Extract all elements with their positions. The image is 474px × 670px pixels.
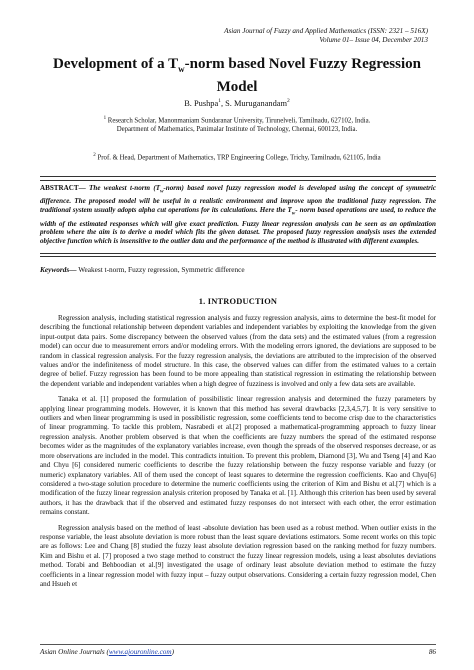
affiliation-1 — [60, 114, 414, 134]
author-list — [40, 98, 434, 108]
keywords — [40, 265, 436, 274]
title-subscript: w — [178, 64, 185, 74]
paper-title — [40, 55, 434, 96]
abstract-sub-1: w — [160, 189, 164, 195]
affiliation-1-line2: Department of Mathematics, Panimalar Institute of Technology, Chennai, 600123, India. — [116, 126, 358, 134]
keywords-text: Weakest t-norm, Fuzzy regression, Symmetric difference — [76, 265, 245, 274]
abstract-rule-top-1 — [40, 176, 436, 177]
paragraph-1: Regression analysis, including statistical regression analysis and fuzzy regression analysis, aims to determine the best-fit model for describing the functional relationship between dependent variables and independent variables by exploiting the knowledge from the given input-output data pairs. Some discrepancy between the observed values (from the data sets) and the estimated values (from a regression model) can occur due to measurement errors and/or modeling errors. With the modeling errors ignored, the deviations are supposed to be random in classical regression analysis. For the fuzzy regression analysis, the deviations are attributed to the imprecision of the observed values and/or the indefiniteness of model structure. In this case, the observed values can differ from the estimated values to a certain degree of belief. Fuzzy regression has been found to be more appealing than statistical regression in estimating the relationship between the dependent variable and independent variables when a high degree of fuzziness is involved and only a few data sets are available. — [40, 314, 436, 388]
journal-name: Asian Journal of Fuzzy and Applied Mathematics (ISSN: 2321 – 516X) — [224, 27, 428, 35]
author-1-sup: 1 — [218, 98, 221, 104]
affiliation-1-sup: 1 — [103, 116, 107, 121]
paragraph-3: Regression analysis based on the method of least -absolute deviation has been used as a robust method. When outlier exists in the response variable, the least absolute deviation is more robust than the least square deviations estimators. Some recent works on this topic are as follows: Lee and Chang [8] studied the fuzzy least absolute deviation regression based on the ranking method for fuzzy numbers. Kim and Bishu et al. [7] proposed a two stage method to construct the fuzzy linear regression models, using a least absolutes deviations method. Torabi and Behboodian et al.[9] investigated the usage of ordinary least absolute deviation method to estimate the fuzzy coefficients in a linear regression model with fuzzy input – fuzzy output observations. Considering a certain fuzzy regression model, Chen and Hsueh et — [40, 523, 436, 588]
affiliation-2 — [60, 151, 414, 162]
journal-volume: Volume 01– Issue 04, December 2013 — [319, 36, 428, 44]
abstract-text-1: The weakest t-norm (T — [85, 184, 161, 192]
title-part2: -norm based Novel Fuzzy Regression — [184, 56, 421, 72]
body-text — [40, 314, 436, 595]
journal-header — [224, 27, 428, 45]
author-1: B. Pushpa — [184, 98, 219, 108]
abstract-rule-bottom-2 — [40, 256, 436, 257]
section-heading: 1. INTRODUCTION — [198, 297, 278, 306]
title-line2: Model — [216, 79, 258, 95]
author-2: , S. Muruganandam — [220, 98, 288, 108]
abstract-lead: ABSTRACT— — [40, 184, 86, 192]
abstract-sub-2: w — [291, 211, 296, 217]
affiliation-2-sup: 2 — [93, 153, 96, 158]
footer-suffix: ) — [171, 648, 174, 656]
affiliation-1-line1: Research Scholar, Manonmaniam Sundaranar University, Tirunelveli, Tamilnadu, 627102, India. — [106, 117, 371, 125]
keywords-label: Keywords— — [40, 265, 77, 274]
page-footer — [40, 648, 436, 656]
abstract-text-3: - norm based operations are used, to reduce the width of the estimated responses which will give exact prediction. Fuzzy linear regression analysis can be seen as an optimization problem where the aim is to derive a model which fits the given dataset. The proposed fuzzy regression analysis uses the extended objective function which is insensitive to the outlier data and the performance of the method is illustrated with different examples. — [40, 206, 436, 246]
footer-rule — [40, 644, 436, 645]
paragraph-2: Tanaka et al. [1] proposed the formulation of possibilistic linear regression analysis and determined the fuzzy parameters by applying linear programming models. However, it is known that this method has several drawbacks [2,3,4,5,7]. It is very sensitive to outliers and when linear programming is used in possibilistic regression, some coefficients tend to become crisp due to the characteristics of linear programming. To tackle this problem, Nasrabedi et al.[2] proposed a mathematical-programming approach to fuzzy linear regression analysis. Another problem observed is that when the coefficients are fuzzy numbers the spread of the estimated response becomes wider as the magnitudes of the explanatory variables increase, even though the spreads of the observed responses decrease, or as more observations are included in the model. This contradicts intuition. To prevent this problem, Diamond [3], Wu and Tseng [4] and Kao and Chyu [6] considered numeric coefficients to describe the fuzzy relationship between the fuzzy response variable and fuzzy (or numeric) explanatory variables. All of them used the concept of least squares to determine the regression coefficients. Kao and Chyu[6] considered a two-stage solution procedure to determine the numeric coefficients using the criterion of Kim and Bishu et al.[7] which is a modification of the fuzzy linear regression analysis criterion proposed by Tanaka et al. [1]. Although this criterion has been used by several authors, it has the drawback that if the observed and estimated fuzzy responses do not intersect with each other, the error estimation remains constant. — [40, 395, 436, 517]
abstract-text-2: -norm) based novel fuzzy regression model is developed using the concept of symmetric difference. The proposed model will be useful in a realistic environment and improve upon the traditional fuzzy regression. The traditional system usually adopts alpha cut operations for its calculations. Here the T — [40, 184, 436, 215]
author-2-sup: 2 — [287, 98, 290, 104]
abstract-rule-top-2 — [40, 180, 436, 181]
abstract — [40, 184, 436, 246]
footer-link[interactable]: www.ajouronline.com — [108, 648, 172, 656]
abstract-rule-bottom-1 — [40, 253, 436, 254]
page-number: 86 — [428, 648, 436, 656]
affiliation-2-line1: Prof. & Head, Department of Mathematics, TRP Engineering College, Trichy, Tamilnadu, 621105, India — [95, 154, 381, 162]
footer-prefix: Asian Online Journals ( — [40, 648, 109, 656]
title-part1: Development of a T — [52, 56, 179, 72]
